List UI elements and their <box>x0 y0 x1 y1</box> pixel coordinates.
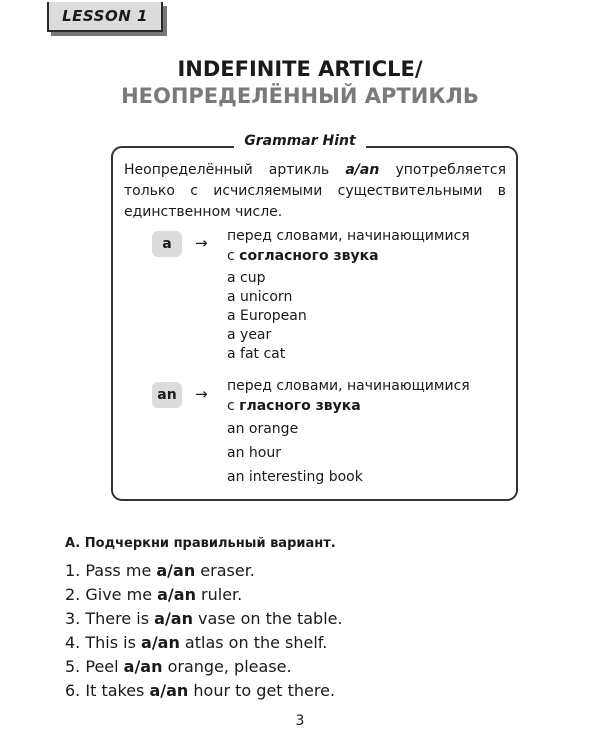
example-a-fat-cat: a fat cat <box>227 346 286 362</box>
exercise-text-after: eraser. <box>195 561 255 580</box>
example-a-cup: a cup <box>227 270 266 286</box>
exercise-text-after: vase on the table. <box>192 609 343 628</box>
exercise-text-after: orange, please. <box>162 657 292 676</box>
article-badge-a: a <box>152 231 182 257</box>
rule-an-text <box>227 376 470 416</box>
arrow-icon: → <box>195 385 208 403</box>
exercise-text-after: ruler. <box>195 585 243 604</box>
rule-a-line1: перед словами, начинающимися <box>227 228 470 244</box>
exercise-choice[interactable]: a/an <box>123 657 163 676</box>
exercise-choice[interactable]: a/an <box>149 681 189 700</box>
page-title-russian: НЕОПРЕДЕЛЁННЫЙ АРТИКЛЬ <box>121 84 479 108</box>
exercise-text-before: Pass me <box>85 561 157 580</box>
hint-intro <box>124 160 506 223</box>
arrow-icon: → <box>195 234 208 252</box>
hint-intro-after: употребляется только с исчисляемыми существительными в единственном числе. <box>124 162 506 220</box>
rule-a-text <box>227 226 470 266</box>
exercise-item <box>65 559 343 583</box>
rule-an-sound: гласного звука <box>239 398 361 414</box>
exercise-item <box>65 607 343 631</box>
rule-an-line2 <box>227 396 470 416</box>
exercise-text-before: This is <box>85 633 142 652</box>
exercise-item <box>65 655 343 679</box>
rule-a-prefix: с <box>227 248 240 264</box>
exercise-text-after: hour to get there. <box>188 681 336 700</box>
exercise-text-before: Give me <box>85 585 158 604</box>
exercise-number: 6. <box>65 681 81 700</box>
grammar-hint-title-wrap <box>0 133 600 149</box>
article-badge-an: an <box>152 382 182 408</box>
rule-an-line1: перед словами, начинающимися <box>227 378 470 394</box>
rule-a-sound: согласного звука <box>239 248 379 264</box>
example-a-year: a year <box>227 327 272 343</box>
example-a-unicorn: a unicorn <box>227 289 293 305</box>
exercise-list <box>65 559 343 703</box>
grammar-hint-title: Grammar Hint <box>234 133 365 149</box>
exercise-text-before: Peel <box>85 657 124 676</box>
exercise-item <box>65 583 343 607</box>
exercise-choice[interactable]: a/an <box>141 633 180 652</box>
exercise-number: 4. <box>65 633 81 652</box>
exercise-choice[interactable]: a/an <box>157 585 196 604</box>
page-number: 3 <box>295 713 305 729</box>
example-a-european: a European <box>227 308 307 324</box>
exercise-choice[interactable]: a/an <box>154 609 193 628</box>
exercise-item <box>65 631 343 655</box>
exercise-number: 2. <box>65 585 81 604</box>
hint-intro-before: Неопределённый артикль <box>124 162 346 178</box>
exercise-item <box>65 679 343 703</box>
rule-an-prefix: с <box>227 398 240 414</box>
example-an-orange: an orange <box>227 421 299 437</box>
exercise-number: 5. <box>65 657 81 676</box>
example-an-interesting-book: an interesting book <box>227 469 363 485</box>
page-title-english: INDEFINITE ARTICLE/ <box>177 57 423 81</box>
exercise-number: 1. <box>65 561 81 580</box>
exercise-choice[interactable]: a/an <box>156 561 196 580</box>
example-an-hour: an hour <box>227 445 281 461</box>
rule-a-line2 <box>227 246 470 266</box>
lesson-label: LESSON 1 <box>47 2 163 32</box>
exercise-number: 3. <box>65 609 81 628</box>
exercise-heading: A. Подчеркни правильный вариант. <box>65 536 336 551</box>
exercise-text-before: It takes <box>85 681 150 700</box>
exercise-text-before: There is <box>85 609 155 628</box>
hint-intro-article: a/an <box>345 162 380 178</box>
exercise-text-after: atlas on the shelf. <box>179 633 328 652</box>
